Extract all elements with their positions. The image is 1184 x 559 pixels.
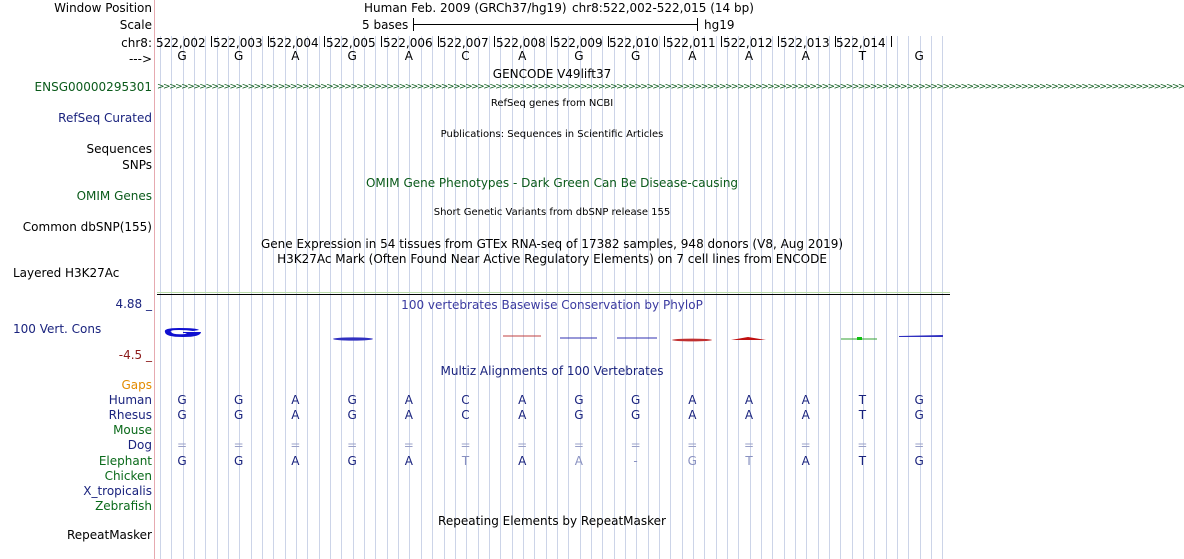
dbsnp-title: Short Genetic Variants from dbSNP release 155: [433, 207, 671, 218]
phylop-label[interactable]: 100 Vert. Cons: [13, 322, 102, 336]
sequence-base: A: [688, 49, 697, 63]
species-label[interactable]: Dog: [127, 438, 152, 453]
species-label[interactable]: Zebrafish: [95, 498, 152, 513]
gridline: [375, 36, 376, 559]
refseq-title: RefSeq genes from NCBI: [490, 98, 614, 109]
sequence-base: G: [574, 49, 584, 63]
alignment-base: G: [687, 453, 697, 468]
ruler-tick: [891, 36, 892, 47]
gridline: [738, 36, 739, 559]
gridline: [194, 36, 195, 559]
alignment-base: T: [461, 453, 470, 468]
ruler-tick: [551, 36, 552, 47]
coordinate-label: 522,006: [383, 36, 433, 50]
track-label-column: [0, 0, 154, 559]
dbsnp-label[interactable]: Common dbSNP(155): [22, 220, 152, 234]
alignment-base: =: [403, 438, 414, 453]
sequence-base: A: [518, 49, 527, 63]
scale-bar-tick-right: [697, 18, 698, 31]
phylop-logo-a10: [672, 339, 712, 342]
alignment-base: A: [574, 453, 583, 468]
alignment-base: =: [687, 438, 698, 453]
alignment-base: A: [801, 393, 810, 408]
ruler-tick: [211, 36, 212, 47]
gridline: [750, 36, 751, 559]
coordinate-label: 522,008: [496, 36, 546, 50]
repeatmasker-label[interactable]: RepeatMasker: [66, 528, 152, 542]
alignment-base: T: [858, 408, 867, 423]
refseq-label[interactable]: RefSeq Curated: [58, 111, 152, 125]
track-separator: [157, 294, 950, 295]
alignment-base: A: [404, 453, 413, 468]
alignment-base: =: [233, 438, 244, 453]
alignment-base: T: [858, 393, 867, 408]
coordinate-label: 522,012: [723, 36, 773, 50]
gene-label[interactable]: ENSG00000295301: [34, 80, 152, 94]
publications-label[interactable]: Sequences: [86, 142, 152, 156]
gridline: [353, 36, 354, 559]
phylop-logo-g14: [899, 335, 943, 337]
alignment-base: G: [177, 393, 187, 408]
alignment-base: G: [347, 453, 357, 468]
ruler-tick: [381, 36, 382, 47]
gridline: [171, 36, 172, 559]
gridline: [160, 36, 161, 559]
sequence-base: A: [291, 49, 300, 63]
assembly-title: Human Feb. 2009 (GRCh37/hg19): [364, 1, 567, 15]
phylop-logo-a11: [731, 337, 766, 340]
coordinate-label: 522,007: [439, 36, 489, 50]
gridline: [863, 36, 864, 559]
alignment-base: =: [347, 438, 358, 453]
coordinate-label: 522,009: [553, 36, 603, 50]
coordinate-label: 522,003: [213, 36, 263, 50]
sequence-base: A: [404, 49, 413, 63]
gridline: [897, 36, 898, 559]
alignment-base: A: [801, 453, 810, 468]
coordinate-label: 522,010: [609, 36, 659, 50]
alignment-base: C: [461, 408, 470, 423]
alignment-base: A: [518, 408, 527, 423]
phylop-title: 100 vertebrates Basewise Conservation by PhyloP: [401, 298, 703, 312]
coordinate-label: 522,014: [836, 36, 886, 50]
alignment-base: =: [800, 438, 811, 453]
sequence-base: G: [234, 49, 244, 63]
alignment-base: =: [517, 438, 528, 453]
gridline: [239, 36, 240, 559]
gridline: [398, 36, 399, 559]
species-label[interactable]: Gaps: [121, 378, 152, 392]
sequence-base: A: [801, 49, 810, 63]
species-label[interactable]: X_tropicalis: [83, 483, 152, 498]
alignment-base: G: [347, 408, 357, 423]
gridline: [296, 36, 297, 559]
gridline: [818, 36, 819, 559]
gridline: [341, 36, 342, 559]
gridline: [920, 36, 921, 559]
phylop-logo-g4: [333, 337, 373, 340]
omim-title: OMIM Gene Phenotypes - Dark Green Can Be Disease-causing: [365, 176, 739, 190]
alignment-base: A: [744, 393, 754, 408]
gridline: [852, 36, 853, 559]
coordinate-label: 522,005: [326, 36, 376, 50]
phylop-logo-t13-mark: [857, 337, 862, 340]
gridline: [205, 36, 206, 559]
alignment-base: G: [630, 393, 641, 408]
gtex-title: Gene Expression in 54 tissues from GTEx RNA-seq of 17382 samples, 948 donors (V8, Aug 2019): [260, 237, 844, 251]
ruler-tick: [721, 36, 722, 47]
ruler-tick: [494, 36, 495, 47]
species-label[interactable]: Chicken: [104, 468, 152, 483]
coordinate-label: 522,002: [156, 36, 206, 50]
repeatmasker-title: Repeating Elements by RepeatMasker: [438, 514, 666, 528]
scale-text: 5 bases: [362, 18, 409, 32]
alignment-base: G: [574, 393, 584, 408]
alignment-base: G: [914, 393, 924, 408]
gridline: [387, 36, 388, 559]
gridline: [908, 36, 909, 559]
gridline: [795, 36, 796, 559]
sequence-base: A: [744, 49, 754, 63]
db-label: hg19: [704, 18, 735, 32]
alignment-base: G: [234, 408, 244, 423]
gridline: [262, 36, 263, 559]
alignment-base: A: [744, 408, 754, 423]
ruler-tick: [324, 36, 325, 47]
gridline: [307, 36, 308, 559]
species-label[interactable]: Mouse: [113, 423, 152, 438]
alignment-base: =: [290, 438, 301, 453]
scale-label: Scale: [119, 18, 152, 32]
gridline: [806, 36, 807, 559]
multiz-title: Multiz Alignments of 100 Vertebrates: [440, 364, 664, 378]
alignment-base: =: [460, 438, 471, 453]
alignment-base: C: [461, 393, 470, 408]
publications-title: Publications: Sequences in Scientific Articles: [440, 129, 664, 140]
gridline: [931, 36, 932, 559]
alignment-base: A: [291, 393, 300, 408]
alignment-base: =: [743, 438, 755, 453]
alignment-base: A: [291, 408, 300, 423]
gridline: [761, 36, 762, 559]
window-position-label: Window Position: [54, 1, 152, 15]
alignment-base: A: [518, 453, 527, 468]
gridline: [183, 36, 184, 559]
species-label[interactable]: Elephant: [98, 453, 152, 468]
species-label[interactable]: Rhesus: [108, 408, 152, 423]
gridline: [285, 36, 286, 559]
scale-bar-tick-left: [413, 18, 414, 31]
gridline: [364, 36, 365, 559]
sequence-base: G: [630, 49, 641, 63]
gridline: [727, 36, 728, 559]
gridline: [772, 36, 773, 559]
alignment-base: G: [177, 408, 187, 423]
gridline: [217, 36, 218, 559]
species-label[interactable]: Human: [108, 393, 152, 408]
alignment-base: A: [518, 393, 527, 408]
h3k27ac-label[interactable]: Layered H3K27Ac: [13, 266, 120, 280]
alignment-base: T: [745, 453, 753, 468]
gridline: [886, 36, 887, 559]
phylop-min-label: -4.5 _: [118, 348, 152, 362]
alignment-base: =: [914, 438, 925, 453]
snps-label[interactable]: SNPs: [122, 158, 152, 172]
gridline: [330, 36, 331, 559]
ruler-tick: [664, 36, 665, 47]
sequence-base: C: [461, 49, 470, 63]
gridline: [784, 36, 785, 559]
h3k27ac-baseline: [157, 292, 950, 293]
gridline: [319, 36, 320, 559]
alignment-base: G: [574, 408, 584, 423]
alignment-base: -: [633, 453, 638, 468]
alignment-base: G: [630, 408, 641, 423]
gridline: [273, 36, 274, 559]
coordinate-label: 522,011: [666, 36, 716, 50]
gridline: [840, 36, 841, 559]
h3k27ac-title: H3K27Ac Mark (Often Found Near Active Regulatory Elements) on 7 cell lines from ENCODE: [277, 252, 827, 266]
omim-label[interactable]: OMIM Genes: [76, 189, 152, 203]
gene-strand-chevrons[interactable]: >>>>>>>>>>>>>>>>>>>>>>>>>>>>>>>>>>>>>>>>>>>>>>>>>>>>>>>>>>>>>>>>>>>>>>>>>>>>>>>>>>>>>>>>>>>>>>>>>>>>>>>>>>>>>>>>>>>>>>>>>>>>>>>>>>>>>>>>>>>>>>>>>>>>>>>>>>>>>>>>>>>>>>>>>>: [157, 82, 1184, 92]
alignment-base: A: [291, 453, 300, 468]
alignment-base: =: [857, 438, 868, 453]
sequence-base: G: [347, 49, 357, 63]
gridline: [829, 36, 830, 559]
gridline: [704, 36, 705, 559]
alignment-base: =: [630, 438, 641, 453]
position-readout[interactable]: chr8:522,002-522,015 (14 bp): [572, 1, 754, 15]
alignment-base: G: [914, 408, 924, 423]
alignment-base: A: [688, 408, 697, 423]
alignment-base: G: [914, 453, 924, 468]
alignment-base: A: [688, 393, 697, 408]
sequence-base: G: [177, 49, 187, 63]
alignment-base: G: [234, 453, 244, 468]
strand-arrow-label: --->: [128, 52, 152, 66]
phylop-max-label: 4.88 _: [115, 297, 152, 311]
phylop-logo-g1: [165, 328, 201, 337]
phylop-conservation-plot[interactable]: [157, 318, 950, 348]
alignment-base: A: [801, 408, 810, 423]
label-divider: [154, 0, 155, 559]
alignment-base: G: [347, 393, 357, 408]
ruler-tick: [778, 36, 779, 47]
gridline: [228, 36, 229, 559]
sequence-base: G: [914, 49, 924, 63]
chrom-label: chr8:: [121, 36, 152, 50]
gridline: [251, 36, 252, 559]
coordinate-label: 522,004: [269, 36, 319, 50]
alignment-base: T: [858, 453, 867, 468]
alignment-base: =: [573, 438, 584, 453]
alignment-base: A: [404, 393, 413, 408]
alignment-base: =: [176, 438, 188, 453]
sequence-base: T: [858, 49, 867, 63]
alignment-base: G: [177, 453, 187, 468]
gencode-title: GENCODE V49lift37: [492, 67, 612, 81]
gridline: [716, 36, 717, 559]
alignment-base: G: [234, 393, 244, 408]
coordinate-label: 522,013: [780, 36, 830, 50]
gridline: [874, 36, 875, 559]
gridline: [942, 36, 943, 559]
alignment-base: A: [404, 408, 413, 423]
scale-bar: [413, 24, 697, 25]
